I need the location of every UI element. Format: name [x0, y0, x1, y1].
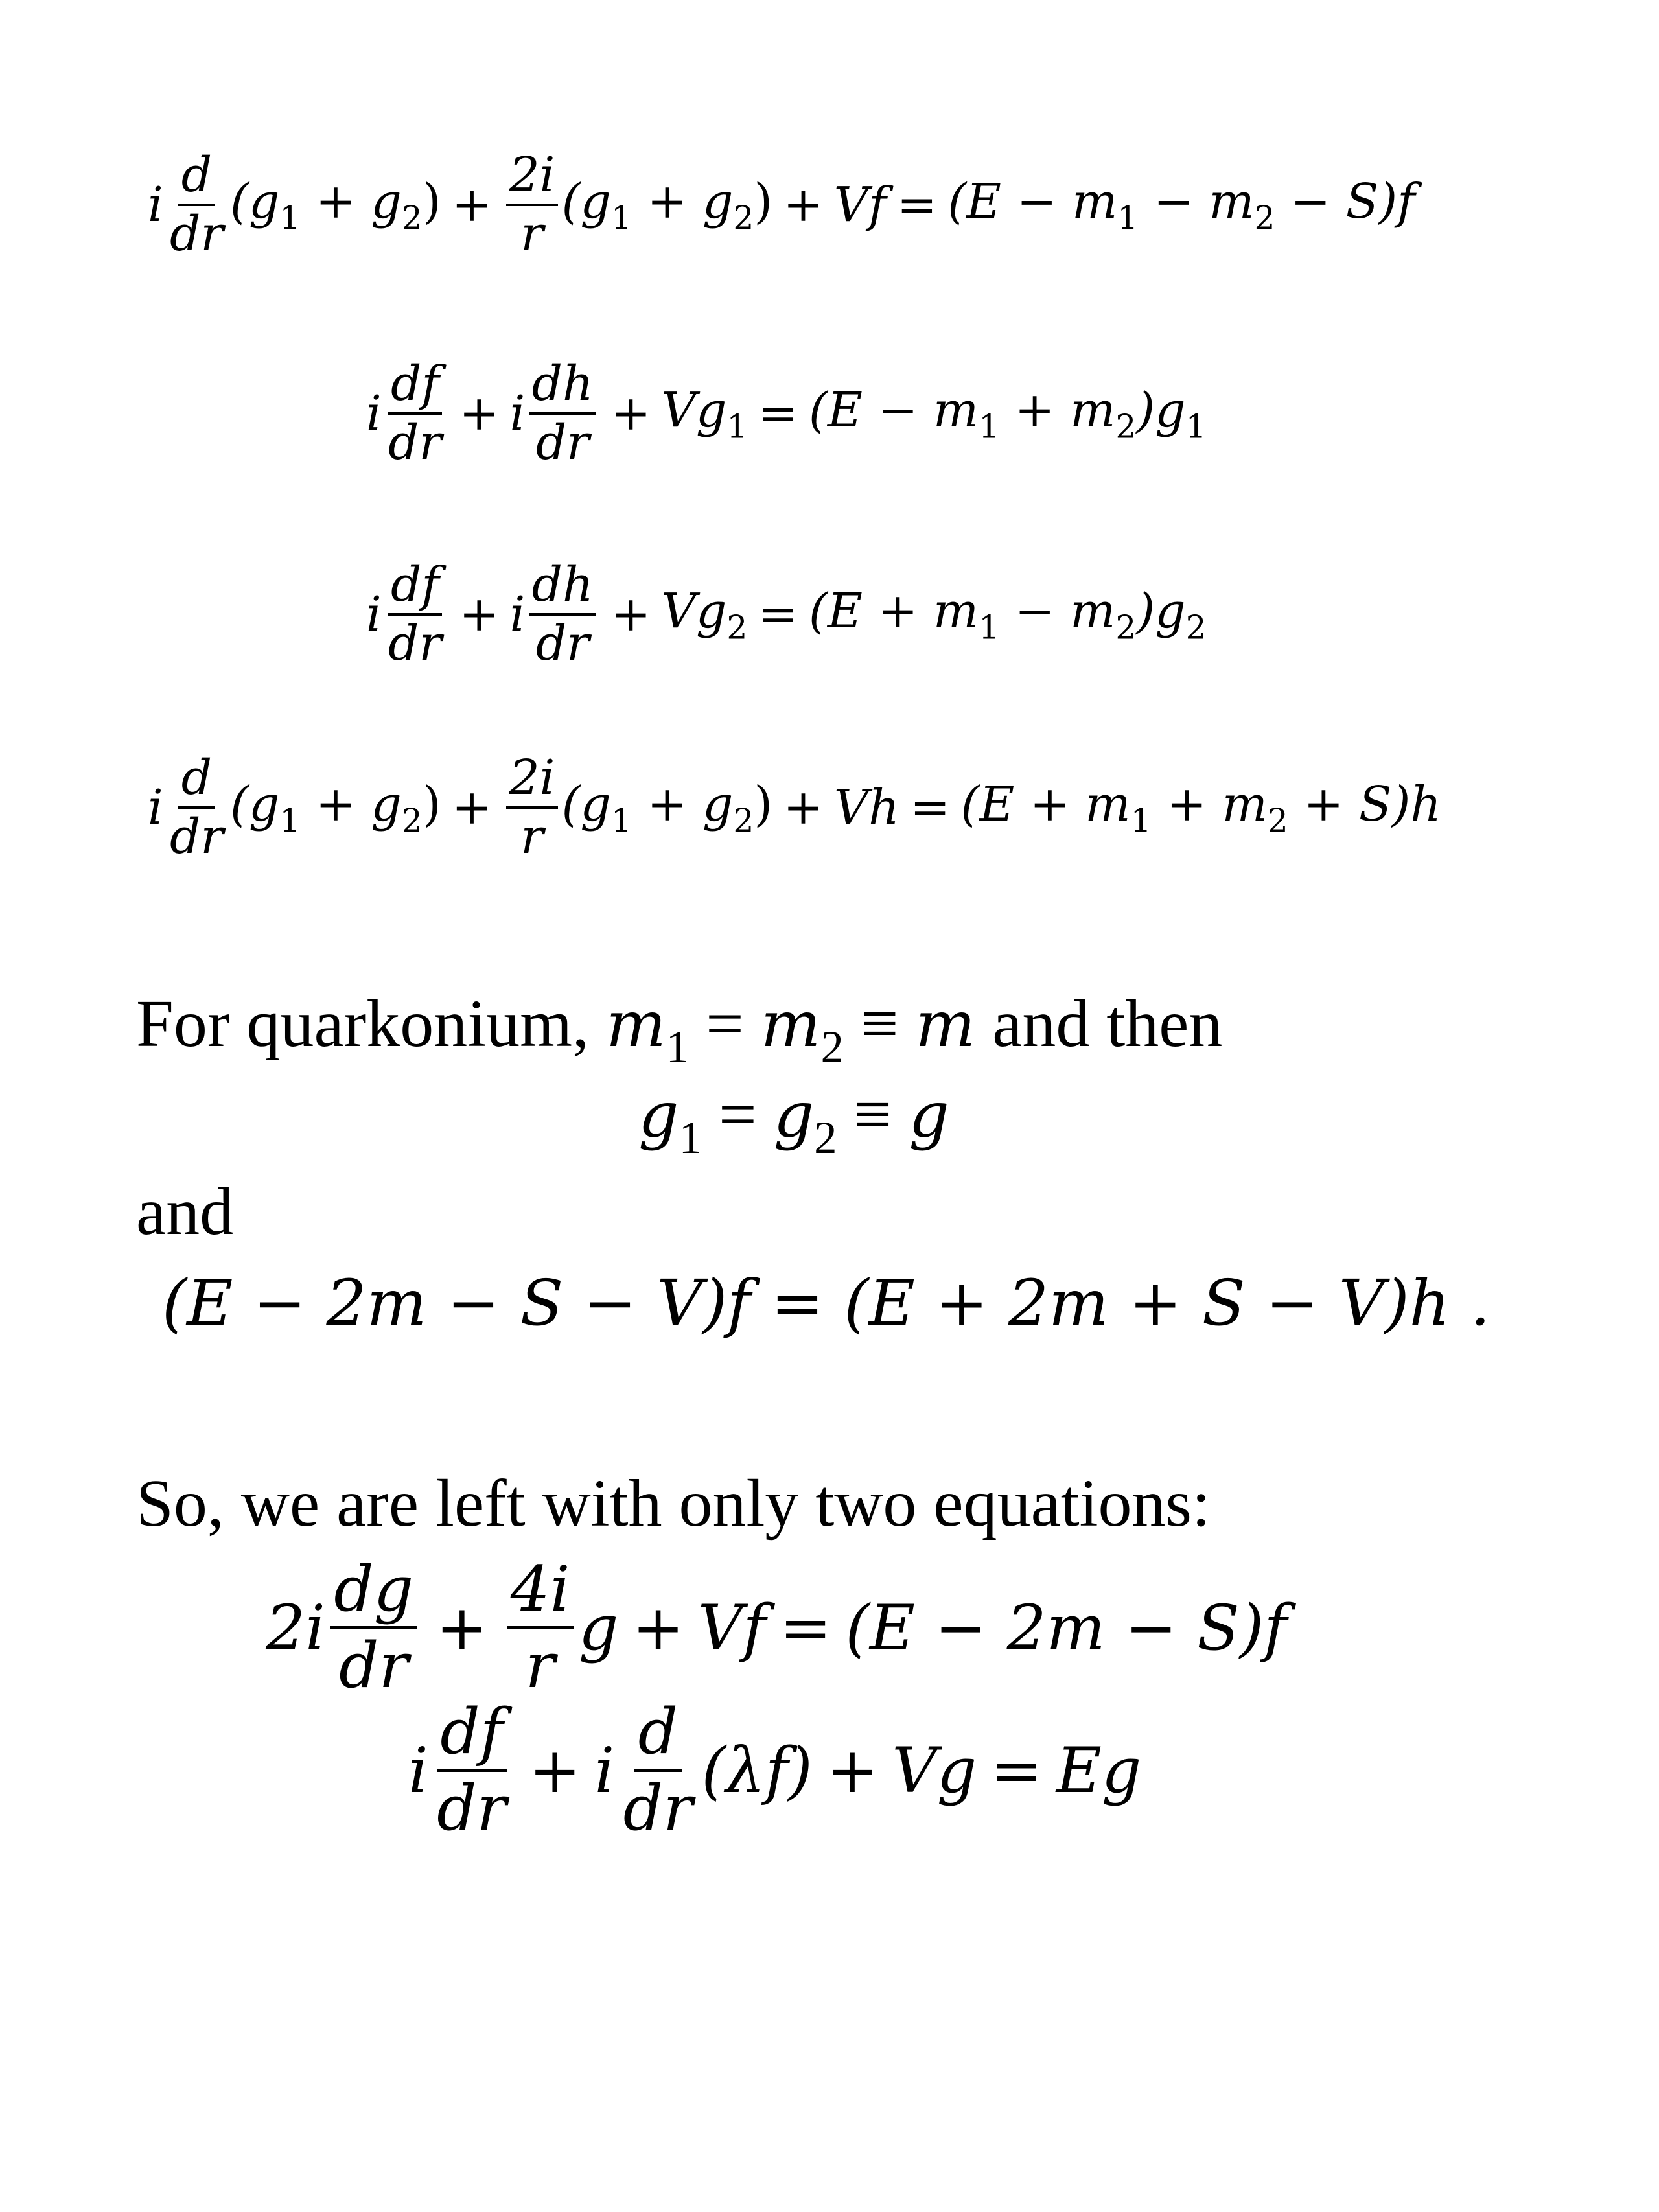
equation-2: i $\frac{df}{dr}$ + i $\frac{dh}{dr}$ + $Vg_1$ = $(E - m_1 + m_2)g_1$: [366, 356, 1207, 471]
eq6-df-dr: $\frac{df}{dr}$: [437, 1695, 507, 1845]
eq6-d-dr: $\frac{d}{dr}$: [623, 1695, 693, 1845]
relation-f-h: (E − 2m − S − V)f = (E + 2m + S − V)h .: [162, 1266, 1491, 1340]
eq1-2i-over-r: $\frac{2i}{r}$: [506, 149, 558, 261]
eq3-dh-dr: $\frac{dh}{dr}$: [529, 559, 596, 671]
and-label: and: [136, 1174, 234, 1249]
eq5-4i-over-r: $\frac{4i}{r}$: [507, 1555, 574, 1701]
equation-4: i $\frac{d}{dr}$ $(g_1 + g_2)$ + $\frac{2i}{r}$ $(g_1 + g_2)$ + Vh = $(E + m_1 + m_2 + S)h$: [148, 750, 1442, 865]
eq1-derivative-fraction: $\frac{d}{dr}$: [170, 147, 224, 262]
eq5-rhs: (E − 2m − S)f: [845, 1591, 1287, 1664]
eq5-dg-dr: $\frac{dg}{dr}$: [330, 1555, 417, 1701]
eq4-rhs: $(E + m_1 + m_2 + S)h$: [960, 776, 1442, 840]
so-line: So, we are left with only two equations:: [136, 1466, 1211, 1541]
eq1-vf: Vf: [833, 177, 887, 233]
equation-1: i $\frac{d}{dr}$ $(g_1 + g_2)$ + $\frac{2i}{r}$ $(g_1 + g_2)$ + Vf = $(E - m_1 - m_2 - S)f$: [148, 147, 1415, 262]
equation-3: i $\frac{df}{dr}$ + i $\frac{dh}{dr}$ + $Vg_2$ = $(E + m_1 - m_2)g_2$: [366, 557, 1207, 672]
g-equivalence-line: $g_1 = g_2 \equiv g$: [638, 1077, 949, 1163]
eq3-rhs: $(E + m_1 - m_2)g_2$: [808, 583, 1207, 647]
eq1-term-a: $(g_1 + g_2)$: [230, 173, 441, 237]
equation-6: i $\frac{df}{dr}$ + i $\frac{d}{dr}$ (λf) + Vg = Eg: [408, 1695, 1142, 1845]
eq1-rhs: $(E - m_1 - m_2 - S)f$: [947, 173, 1415, 237]
quarkonium-line: For quarkonium, $m_1 = m_2 \equiv m$ and then: [136, 986, 1223, 1073]
eq6-rhs: Eg: [1056, 1734, 1142, 1807]
eq4-2i-over-r: $\frac{2i}{r}$: [506, 752, 558, 864]
eq2-dh-dr: $\frac{dh}{dr}$: [529, 358, 596, 470]
equation-5: 2i $\frac{dg}{dr}$ + $\frac{4i}{r}$ g + Vf = (E − 2m − S)f: [266, 1553, 1287, 1703]
eq4-derivative-fraction: $\frac{d}{dr}$: [170, 750, 224, 865]
eq2-rhs: $(E - m_1 + m_2)g_1$: [808, 382, 1207, 446]
eq1-term-b: $(g_1 + g_2)$: [561, 173, 773, 237]
eq2-df-dr: $\frac{df}{dr}$: [388, 356, 442, 471]
eq1-i: i: [148, 177, 163, 233]
eq3-df-dr: $\frac{df}{dr}$: [388, 557, 442, 672]
